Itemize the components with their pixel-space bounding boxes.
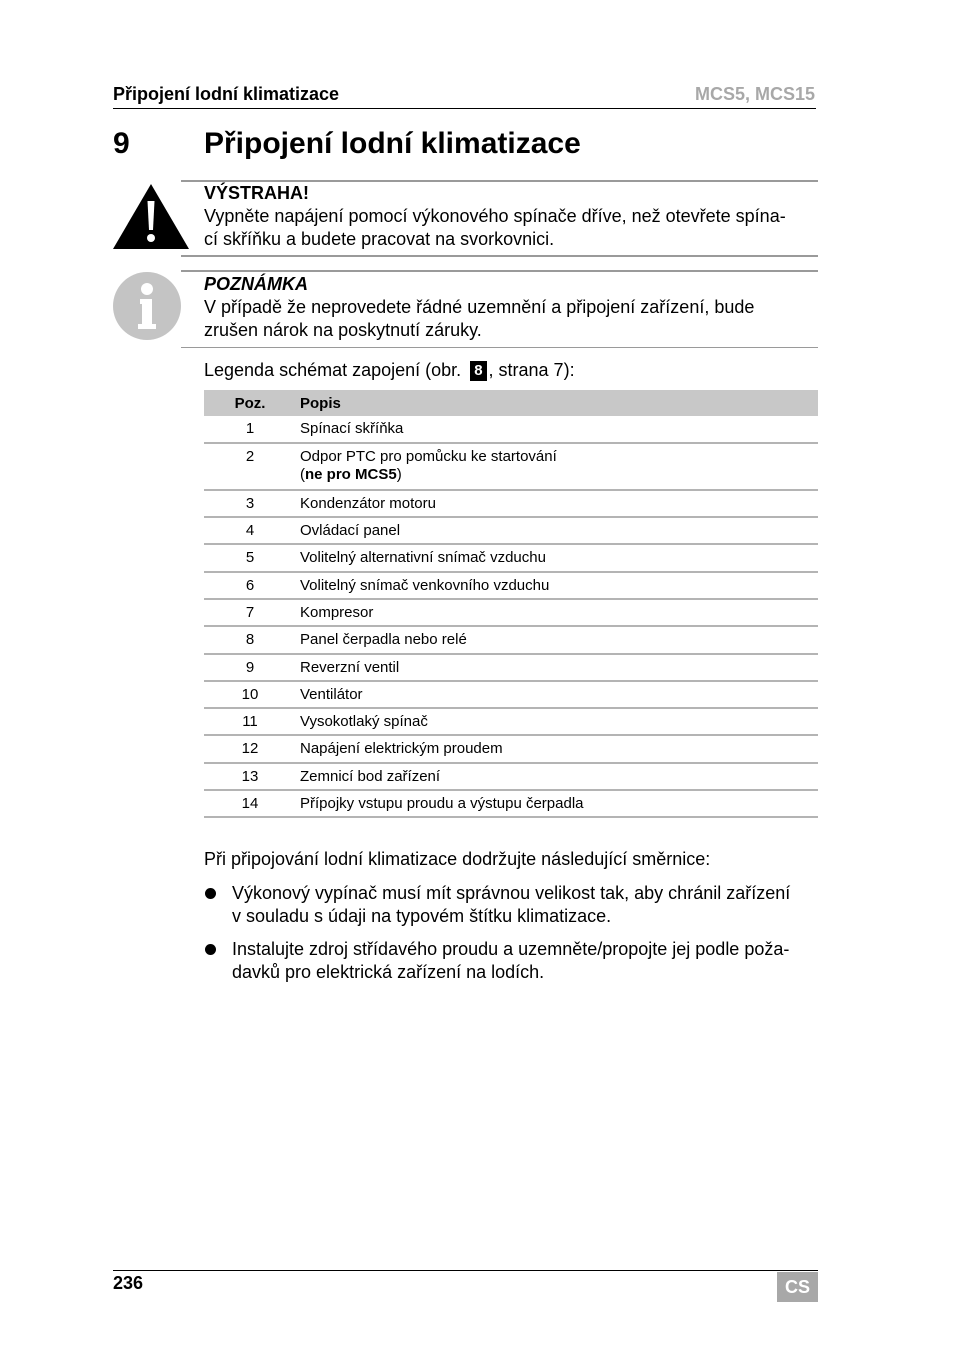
table-cell-desc-text: Odpor PTC pro pomůcku ke startování bbox=[300, 448, 557, 465]
note-paren-open: ( bbox=[300, 466, 305, 483]
table-cell-pos: 7 bbox=[245, 604, 255, 621]
bullet-text-line: Instalujte zdroj střídavého proudu a uzemněte/propojte jej podle poža- bbox=[232, 939, 790, 959]
info-circle-icon bbox=[113, 272, 181, 340]
table-cell-pos: 8 bbox=[245, 631, 255, 648]
table-cell-desc-note bbox=[300, 466, 818, 484]
table-cell-desc: Kompresor bbox=[300, 604, 374, 621]
table-row bbox=[204, 709, 818, 736]
table-row bbox=[204, 518, 818, 545]
table-cell-desc: Zemnicí bod zařízení bbox=[300, 768, 441, 785]
table-cell-desc: Panel čerpadla nebo relé bbox=[300, 631, 467, 648]
table-row bbox=[204, 655, 818, 682]
legend-caption bbox=[204, 360, 575, 381]
note-text-line: zrušen nárok na poskytnutí záruky. bbox=[204, 320, 482, 340]
warning-label: VÝSTRAHA! bbox=[204, 183, 310, 203]
note-text bbox=[204, 296, 819, 342]
page-number: 236 bbox=[113, 1273, 144, 1293]
legend-prefix: Legenda schémat zapojení (obr. bbox=[204, 360, 462, 380]
table-row bbox=[204, 573, 818, 600]
footer-rule bbox=[113, 1270, 818, 1271]
bullet-item bbox=[204, 938, 819, 984]
table-row bbox=[204, 764, 818, 791]
table-cell-desc: Reverzní ventil bbox=[300, 659, 400, 676]
table-cell-desc: Vysokotlaký spínač bbox=[300, 713, 428, 730]
table-cell-desc: Volitelný alternativní snímač vzduchu bbox=[300, 549, 546, 566]
warning-top-rule bbox=[181, 180, 818, 182]
note-text-line: V případě že neprovedete řádné uzemnění a připojení zařízení, bude bbox=[204, 297, 755, 317]
table-cell-pos: 4 bbox=[245, 522, 255, 539]
table-row bbox=[204, 627, 818, 655]
table-cell-desc: Přípojky vstupu proudu a výstupu čerpadla bbox=[300, 795, 584, 812]
header-rule bbox=[113, 108, 816, 109]
section-title: Připojení lodní klimatizace bbox=[204, 127, 581, 160]
bullet-text-line: davků pro elektrická zařízení na lodích. bbox=[232, 962, 545, 982]
warning-bottom-rule bbox=[181, 255, 818, 257]
note-bold-text: ne pro MCS5 bbox=[305, 466, 397, 483]
table-row bbox=[204, 545, 818, 573]
table-cell-pos: 12 bbox=[241, 740, 259, 757]
bullet-text-line: v souladu s údaji na typovém štítku klimatizace. bbox=[232, 906, 612, 926]
legend-table bbox=[204, 390, 818, 818]
table-row bbox=[204, 600, 818, 627]
warning-text bbox=[204, 205, 819, 251]
guidelines-intro: Při připojování lodní klimatizace dodržujte následující směrnice: bbox=[204, 849, 711, 869]
note-top-rule bbox=[181, 270, 818, 272]
table-cell-desc: Spínací skříňka bbox=[300, 420, 404, 437]
table-cell-desc: Napájení elektrickým proudem bbox=[300, 740, 503, 757]
table-header-row bbox=[204, 390, 818, 416]
table-cell-pos: 6 bbox=[245, 577, 255, 594]
table-cell-desc bbox=[296, 448, 818, 489]
note-paren-close: ) bbox=[396, 466, 402, 483]
table-cell-pos: 13 bbox=[241, 768, 259, 785]
bullet-dot-icon bbox=[205, 888, 216, 899]
bullet-text-line: Výkonový vypínač musí mít správnou velikost tak, aby chránil zařízení bbox=[232, 883, 791, 903]
running-header-title: Připojení lodní klimatizace bbox=[113, 84, 340, 104]
table-header-desc: Popis bbox=[300, 394, 341, 412]
table-cell-pos: 5 bbox=[245, 549, 255, 566]
table-cell-desc: Ovládací panel bbox=[300, 522, 401, 539]
table-cell-pos: 3 bbox=[245, 495, 255, 512]
table-cell-pos: 9 bbox=[245, 659, 255, 676]
note-bottom-rule bbox=[181, 347, 818, 348]
table-cell-desc: Ventilátor bbox=[300, 686, 363, 703]
table-row bbox=[204, 791, 818, 818]
language-badge: CS bbox=[777, 1272, 818, 1302]
table-row bbox=[204, 444, 818, 491]
table-cell-desc: Volitelný snímač venkovního vzduchu bbox=[300, 577, 550, 594]
table-row bbox=[204, 416, 818, 444]
warning-triangle-icon bbox=[112, 183, 190, 250]
table-row bbox=[204, 736, 818, 764]
running-header-models: MCS5, MCS15 bbox=[694, 84, 815, 104]
table-cell-pos: 2 bbox=[245, 448, 255, 465]
table-cell-pos: 1 bbox=[245, 420, 255, 437]
bullet-item bbox=[204, 882, 819, 928]
table-cell-pos: 10 bbox=[241, 686, 259, 703]
figure-reference-badge: 8 bbox=[470, 361, 486, 381]
note-label: POZNÁMKA bbox=[204, 274, 308, 294]
table-cell-pos: 14 bbox=[241, 795, 259, 812]
bullet-dot-icon bbox=[205, 944, 216, 955]
legend-suffix: , strana 7): bbox=[488, 360, 575, 380]
section-number: 9 bbox=[113, 127, 130, 160]
warning-text-line: Vypněte napájení pomocí výkonového spínače dříve, než otevřete spína- bbox=[204, 206, 786, 226]
warning-text-line: cí skříňku a budete pracovat na svorkovnici. bbox=[204, 229, 555, 249]
table-row bbox=[204, 491, 818, 518]
table-header-pos: Poz. bbox=[234, 394, 266, 412]
table-cell-desc: Kondenzátor motoru bbox=[300, 495, 436, 512]
table-row bbox=[204, 682, 818, 709]
table-cell-pos: 11 bbox=[242, 713, 258, 730]
